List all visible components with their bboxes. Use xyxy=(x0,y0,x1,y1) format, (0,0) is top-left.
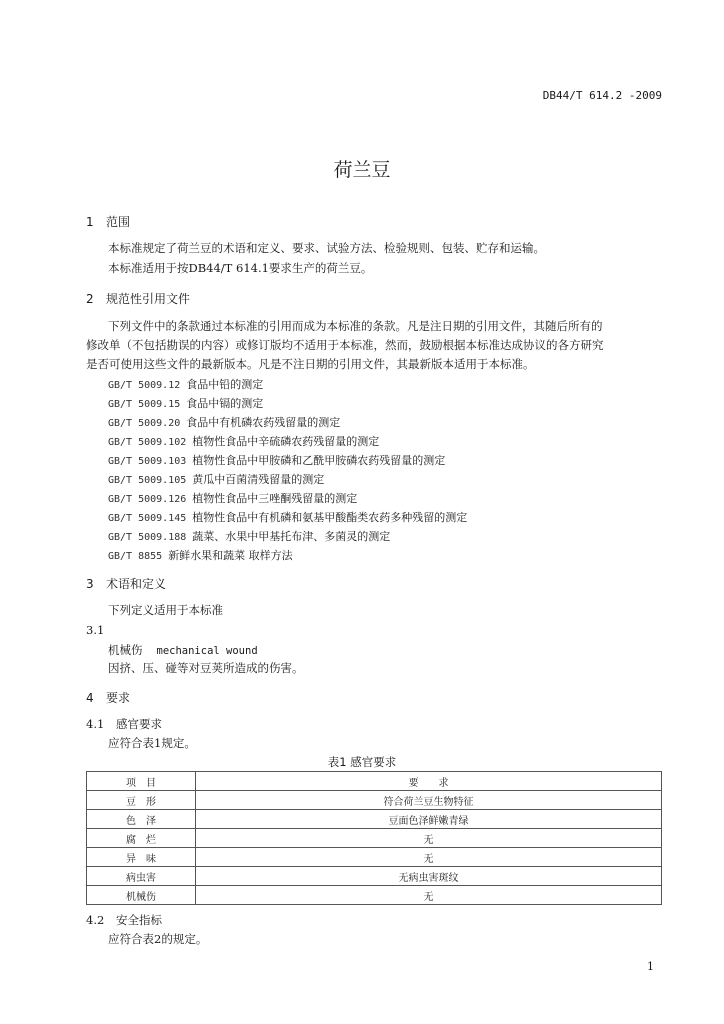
scope-paragraph-1: 本标准规定了荷兰豆的术语和定义、要求、试验方法、检验规则、包装、贮存和运输。 xyxy=(108,241,545,255)
table-cell-requirement: 豆面色泽鲜嫩青绿 xyxy=(196,810,662,829)
term-chinese: 机械伤 xyxy=(108,643,143,657)
table-row xyxy=(87,848,662,867)
reference-code: GB/T 5009.12 xyxy=(108,380,181,391)
table-cell-requirement: 无 xyxy=(196,848,662,867)
table-caption: 表1 感官要求 xyxy=(327,755,397,769)
term-entry xyxy=(108,642,258,658)
section-2-heading xyxy=(86,290,190,307)
reference-item xyxy=(108,433,379,449)
table-row xyxy=(87,829,662,848)
reference-item xyxy=(108,490,357,506)
section-number: 2 xyxy=(86,292,94,306)
reference-item xyxy=(108,509,467,525)
table-cell-item: 异 味 xyxy=(87,848,196,867)
table-row xyxy=(87,886,662,905)
sensory-requirements-table xyxy=(86,771,662,905)
reference-title: 食品中镉的测定 xyxy=(186,397,264,410)
reference-code: GB/T 5009.15 xyxy=(108,399,181,410)
reference-code: GB/T 8855 xyxy=(108,551,163,562)
reference-title: 新鲜水果和蔬菜 取样方法 xyxy=(168,549,293,562)
reference-title: 植物性食品中辛硫磷农药残留量的测定 xyxy=(192,435,380,448)
reference-code: GB/T 5009.188 xyxy=(108,532,187,543)
reference-title: 植物性食品中甲胺磷和乙酰甲胺磷农药残留量的测定 xyxy=(192,454,446,467)
section-title: 规范性引用文件 xyxy=(106,292,191,306)
reference-code: GB/T 5009.102 xyxy=(108,437,187,448)
reference-title: 食品中铅的测定 xyxy=(186,378,264,391)
reference-item xyxy=(108,528,390,544)
section-number: 1 xyxy=(86,215,94,229)
reference-item xyxy=(108,414,340,430)
standard-code: DB44/T 614.2 -2009 xyxy=(542,89,662,102)
definitions-intro: 下列定义适用于本标准 xyxy=(108,603,223,617)
subclause-4-2-text: 应符合表2的规定。 xyxy=(108,932,208,946)
section-title: 要求 xyxy=(106,691,131,705)
term-english: mechanical wound xyxy=(156,645,258,657)
subclause-number: 4.1 xyxy=(86,717,105,731)
subclause-title: 安全指标 xyxy=(116,913,162,927)
term-definition: 因挤、压、碰等对豆荚所造成的伤害。 xyxy=(108,661,304,675)
reference-item xyxy=(108,471,324,487)
table-header-row xyxy=(87,772,662,791)
reference-title: 蔬菜、水果中甲基托布津、多菌灵的测定 xyxy=(192,530,391,543)
table-row xyxy=(87,791,662,810)
table-cell-requirement: 无 xyxy=(196,829,662,848)
table-cell-item: 豆 形 xyxy=(87,791,196,810)
table-cell-requirement: 无 xyxy=(196,886,662,905)
section-title: 范围 xyxy=(106,215,131,229)
reference-code: GB/T 5009.145 xyxy=(108,513,187,524)
reference-code: GB/T 5009.20 xyxy=(108,418,181,429)
section-title: 术语和定义 xyxy=(106,577,167,591)
reference-title: 黄瓜中百菌清残留量的测定 xyxy=(192,473,325,486)
table-cell-requirement: 符合荷兰豆生物特征 xyxy=(196,791,662,810)
table-header-cell: 项 目 xyxy=(87,772,196,791)
reference-item xyxy=(108,452,445,468)
reference-code: GB/T 5009.103 xyxy=(108,456,187,467)
references-intro-line-1: 下列文件中的条款通过本标准的引用而成为本标准的条款。凡是注日期的引用文件，其随后所有的 xyxy=(108,319,603,333)
table-row xyxy=(87,810,662,829)
table-cell-item: 机械伤 xyxy=(87,886,196,905)
table-cell-item: 腐 烂 xyxy=(87,829,196,848)
scope-paragraph-2: 本标准适用于按DB44/T 614.1要求生产的荷兰豆。 xyxy=(108,261,373,275)
table-header-cell: 要 求 xyxy=(196,772,662,791)
table-cell-item: 色 泽 xyxy=(87,810,196,829)
reference-item xyxy=(108,376,263,392)
table-cell-item: 病虫害 xyxy=(87,867,196,886)
section-3-heading xyxy=(86,575,166,592)
document-title: 荷兰豆 xyxy=(333,159,391,181)
reference-title: 食品中有机磷农药残留量的测定 xyxy=(186,416,341,429)
page-number: 1 xyxy=(647,960,654,973)
section-4-heading xyxy=(86,689,130,706)
section-1-heading xyxy=(86,213,130,230)
reference-item xyxy=(108,547,293,563)
subclause-4-2-heading xyxy=(86,912,162,928)
references-intro-line-3: 是否可使用这些文件的最新版本。凡是不注日期的引用文件，其最新版本适用于本标准。 xyxy=(86,357,535,371)
references-intro-line-2: 修改单（不包括勘误的内容）或修订版均不适用于本标准，然而，鼓励根据本标准达成协议的各方研究 xyxy=(86,338,604,352)
section-number: 3 xyxy=(86,577,94,591)
subclause-title: 感官要求 xyxy=(116,717,162,731)
reference-code: GB/T 5009.105 xyxy=(108,475,187,486)
subclause-4-1-heading xyxy=(86,716,162,732)
reference-title: 植物性食品中有机磷和氨基甲酸酯类农药多种残留的测定 xyxy=(192,511,468,524)
table-cell-requirement: 无病虫害斑纹 xyxy=(196,867,662,886)
subclause-number: 4.2 xyxy=(86,913,105,927)
subclause-number: 3.1 xyxy=(86,623,105,637)
reference-code: GB/T 5009.126 xyxy=(108,494,187,505)
reference-item xyxy=(108,395,263,411)
table-row xyxy=(87,867,662,886)
section-number: 4 xyxy=(86,691,94,705)
reference-title: 植物性食品中三唑酮残留量的测定 xyxy=(192,492,358,505)
subclause-4-1-text: 应符合表1规定。 xyxy=(108,736,196,750)
